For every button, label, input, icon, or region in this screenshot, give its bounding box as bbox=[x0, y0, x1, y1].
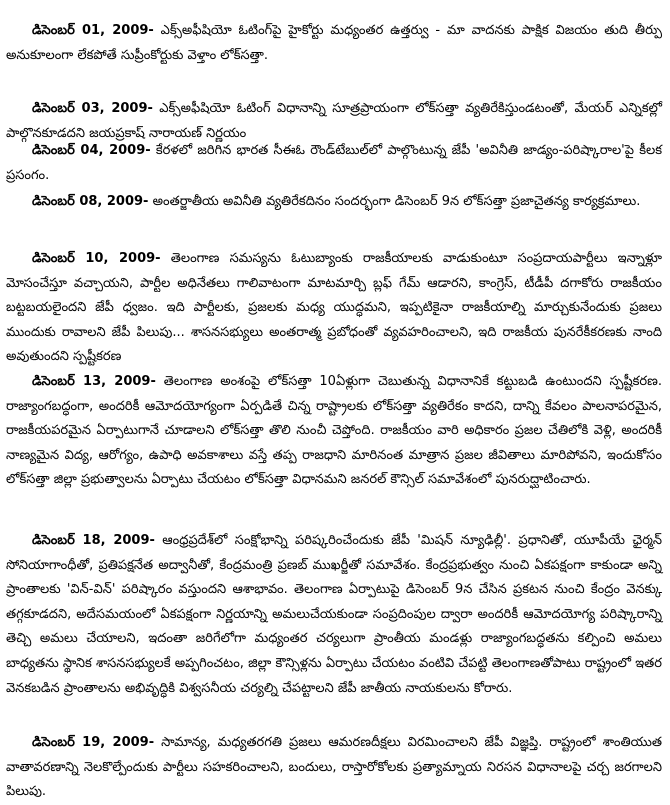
entry-text: సామాన్య, మధ్యతరగతి ప్రజలు ఆమరణదీక్షలు విరమించాలని జేపీ విజ్ఞప్తి. రాష్ట్రంలో శాంతియుత వాతావరణాన్ని నెలకొల్పేందుకు పార్టీలు సహకరించాలని, బందులు, రాస్తారోకోలకు ప్రత్యామ్నాయ నిరసన విధానాలపై చర్చ జరగాలని పిలుపు. bbox=[6, 735, 662, 800]
news-entry-dec-18 bbox=[6, 529, 662, 701]
news-entry-dec-08 bbox=[6, 190, 662, 215]
news-entry-dec-10 bbox=[6, 247, 662, 370]
entry-text: ఆంధ్రప్రదేశ్‌లో సంక్షోభాన్ని పరిష్కరించేందుకు జేపీ 'మిషన్ న్యూఢిల్లీ'. ప్రధానితో, యూపీయే ఛైర్మన్ సోనియాగాంధీతో, ప్రతిపక్షనేత అద్వానీతో, కేంద్రమంత్రి ప్రణబ్ ముఖర్జీతో సమావేశం. కేంద్రప్రభుత్వం నుంచి ఏకపక్షంగా కాకుండా అన్ని ప్రాంతాలకు 'విన్-విన్' పరిష్కారం వస్తుందని ఆశాభావం. తెలంగాణ ఏర్పాటుపై డిసెంబర్ 9న చేసిన ప్రకటన నుంచి కేంద్రం వెనక్కు తగ్గకూడదని, అదేసమయంలో ఏకపక్షంగా నిర్ణయాన్ని అమలుచేయకుండా సంప్రదింపుల ద్వారా అందరికీ ఆమోదయోగ్య పరిష్కారాన్ని తెచ్చి అమలు చేయాలని, ఇదంతా జరిగేలోగా మధ్యంతర చర్యలుగా ప్రాంతీయ మండళ్లు రాజ్యాంగబద్ధతను కల్పించి అమలు బాధ్యతను స్థానిక శాసనసభ్యులకే అప్పగించటం, జిల్లా కౌన్సిళ్లను ఏర్పాటు చేయటం వంటివి చేపట్టి తెలంగాణతోపాటు రాష్ట్రంలో ఇతర వెనకబడిన ప్రాంతాలను అభివృద్ధికి విశ్వసనీయ చర్యల్ని చేపట్టాలని జేపీ జాతీయ నాయకులను కోరారు. bbox=[6, 533, 662, 696]
news-entry-dec-04 bbox=[6, 139, 662, 188]
entry-date: డిసెంబర్ 19, 2009- bbox=[32, 735, 155, 750]
entry-date: డిసెంబర్ 01, 2009- bbox=[32, 23, 154, 38]
news-entry-dec-01 bbox=[6, 19, 662, 68]
entry-text: ఎక్స్‌అఫీషియో ఓటింగ్ విధానాన్ని సూత్రప్రాయంగా లోక్‌సత్తా వ్యతిరేకిస్తుండటంతో, మేయర్ ఎన్నికల్లో పాల్గొనకూడదని జయప్రకాష్ నారాయణ్ నిర్ణయం bbox=[6, 101, 662, 141]
entry-date: డిసెంబర్ 10, 2009- bbox=[32, 251, 161, 266]
entry-text: అంతర్జాతీయ అవినీతి వ్యతిరేకదినం సందర్భంగా డిసెంబర్ 9న లోక్‌సత్తా ప్రజాచైతన్య కార్యక్రమాలు. bbox=[152, 194, 641, 209]
news-entry-dec-19 bbox=[6, 731, 662, 805]
entry-date: డిసెంబర్ 13, 2009- bbox=[32, 374, 156, 389]
entry-date: డిసెంబర్ 03, 2009- bbox=[32, 101, 153, 116]
entry-text: తెలంగాణ సమస్యను ఓటుబ్యాంకు రాజకీయాలకు వాడుకుంటూ సంప్రదాయపార్టీలు ఇన్నాళ్లూ మోసంచేస్తూ వచ్చాయని, పార్టీల అధినేతలు గాలివాటంగా మాటమార్చి బ్లఫ్ గేమ్ ఆడారని, కాంగ్రెస్, టీడీపీ దగాకోరు రాజకీయం బట్టబయలైందని జేపీ ధ్వజం. ఇది పార్టీలకు, ప్రజలకు మధ్య యుద్ధమని, ఇప్పటికైనా రాజకీయాల్ని మార్చుకునేందుకు ప్రజలు ముందుకు రావాలని జేపీ పిలుపు... శాసనసభ్యులు అంతరాత్మ ప్రబోధంతో వ్యవహరించాలని, ఇది రాజకీయ పునరేకీకరణకు నాంది అవుతుందని స్పష్టీకరణ bbox=[6, 251, 662, 365]
entry-date: డిసెంబర్ 08, 2009- bbox=[32, 194, 149, 209]
news-entry-dec-13 bbox=[6, 370, 662, 493]
entry-text: కేరళలో జరిగిన భారత సీఈఓ రౌండ్‌టేబుల్‌లో పాల్గొంటున్న జేపీ 'అవినీతి జాడ్యం-పరిష్కారాల'పై కీలక ప్రసంగం. bbox=[6, 143, 662, 183]
entry-date: డిసెంబర్ 04, 2009- bbox=[32, 143, 151, 158]
entry-text: తెలంగాణ అంశంపై లోక్‌సత్తా 10ఏళ్లుగా చెబుతున్న విధానానికే కట్టుబడి ఉంటుందని స్పష్టీకరణ. రాజ్యాంగబద్ధంగా, అందరికీ ఆమోదయోగ్యంగా ఏర్పడితే చిన్న రాష్ట్రాలకు లోక్‌సత్తా వ్యతిరేకం కాదని, దాన్ని కేవలం పాలనాపరమైన, రాజకీయపరమైన ఏర్పాటుగానే చూడాలని లోక్‌సత్తా తొలి నుంచీ చెప్తోంది. రాజకీయం వారి అధికారం ప్రజల చేతిలోకి వెళ్లి, అందరికీ నాణ్యమైన విద్య, ఆరోగ్యం, ఉపాధి అవకాశాలు వస్తే తప్ప రాజధాని మారినంత మాత్రాన ప్రజల జీవితాలు మారిపోవని, ఇందుకోసం లోక్‌సత్తా జిల్లా ప్రభుత్వాలను ఏర్పాటు చేయటం లోక్‌సత్తా విధానమని జనరల్ కౌన్సిల్ సమావేశంలో పునరుద్ఘాటించారు. bbox=[6, 374, 662, 488]
entry-text: ఎక్స్‌అఫీషియో ఓటింగ్‌పై హైకోర్టు మధ్యంతర ఉత్తర్వు - మా వాదనకు పాక్షిక విజయం తుది తీర్పు అనుకూలంగా లేకపోతే సుప్రీంకోర్టుకు వెళ్తాం లోక్‌సత్తా. bbox=[6, 23, 662, 63]
entry-date: డిసెంబర్ 18, 2009- bbox=[32, 533, 155, 548]
